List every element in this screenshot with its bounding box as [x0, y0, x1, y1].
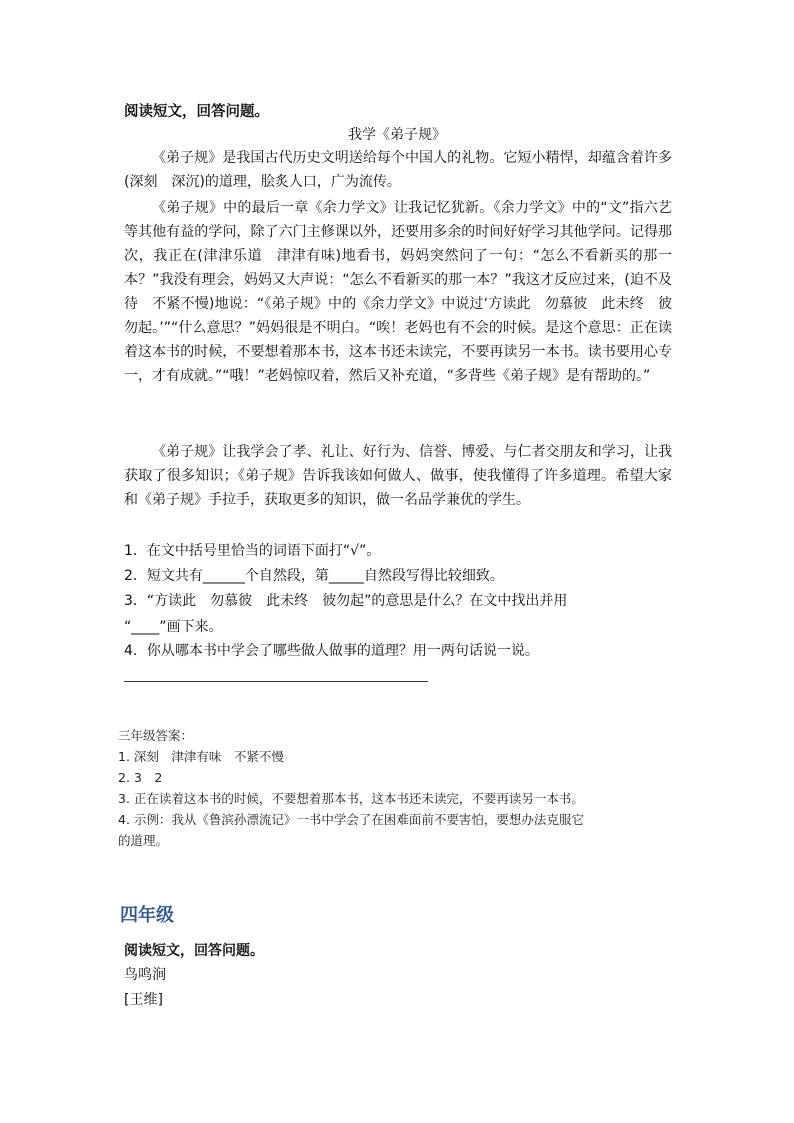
- poem-title: 鸟鸣涧: [124, 967, 166, 983]
- grade-heading: 四年级: [120, 905, 174, 926]
- answer-item: 3. 正在读着这本书的时候，不要想着那本书，这本书还未读完，不要再读另一本书。: [118, 791, 584, 806]
- passage-paragraph: 《弟子规》是我国古代历史文明送给每个中国人的礼物。它短小精悍，却蕴含着许多(深刻 深沉)的道理，脍炙人口，广为流传。: [124, 150, 672, 190]
- answer-item: 4. 示例：我从《鲁滨孙漂流记》一书中学会了在困难面前不要害怕，要想办法克服它: [118, 812, 584, 827]
- answer-item: 2. 3 2: [118, 770, 163, 785]
- answers-title: 三年级答案：: [118, 728, 194, 743]
- question-3: 3．“方读此 勿慕彼 此未终 彼勿起”的意思是什么？在文中找出并用: [124, 593, 568, 609]
- poem-author: [王维]: [124, 992, 163, 1008]
- passage-paragraph: 《弟子规》让我学会了孝、礼让、好行为、信誉、博爱、与仁者交朋友和学习，让我获取了很多知识；《弟子规》告诉我该如何做人、做事，使我懂得了许多道理。希望大家和《弟子规》手拉手，获取更多的知识，做一名品学兼优的学生。: [124, 444, 672, 508]
- question-1: 1．在文中括号里恰当的词语下面打“√”。: [124, 543, 381, 559]
- answer-item: 的道理。: [118, 833, 169, 848]
- answer-item: 1. 深刻 津津有味 不紧不慢: [118, 749, 284, 764]
- question-3-continued: “____”画下来。: [124, 619, 223, 635]
- answer-line: [124, 681, 428, 682]
- passage-paragraph: 《弟子规》中的最后一章《余力学文》让我记忆犹新。《余力学文》中的“文”指六艺等其他有益的学问，除了六门主修课以外，还要用多余的时间好好学习其他学问。记得那次，我正在(津津乐道 津津有味)地看书，妈妈突然问了一句：“怎么不看新买的那一本？”我没有理会，妈妈又大声说：“怎么不看新买的那一本？”我这才反应过来，(迫不及待 不紧不慢)地说：“《弟子规》中的《余力学文》中说过‘方读此 勿慕彼 此未终 彼勿起。’”“什么意思？”妈妈很是不明白。“唉！老妈也有不会的时候。是这个意思：正在读着这本书的时候，不要想着那本书，这本书还未读完，不要再读另一本书。读书要用心专一，才有成就。”“哦！”老妈惊叹着，然后又补充道，“多背些《弟子规》是有帮助的。”: [124, 200, 672, 384]
- passage-title: 我学《弟子规》: [348, 127, 446, 143]
- section-heading: 阅读短文，回答问题。: [124, 943, 264, 959]
- question-2: 2．短文共有______个自然段，第_____自然段写得比较细致。: [124, 568, 504, 584]
- section-heading: 阅读短文，回答问题。: [124, 104, 269, 120]
- question-4: 4．你从哪本书中学会了哪些做人做事的道理？用一两句话说一说。: [124, 643, 539, 659]
